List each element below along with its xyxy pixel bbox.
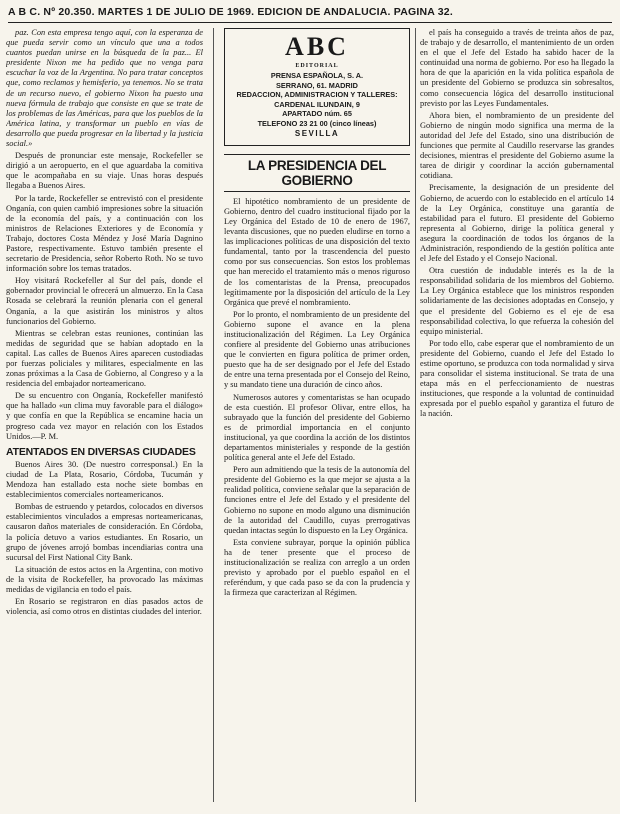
editorial-continuation: Precisamente, la designación de un presidente del Gobierno, de acuerdo con lo establecido en el artículo 14 de la Ley Orgánica, constituye una garantía de estabilidad para el futuro. El presidente del Gobierno representa al Gobierno, dirige la política general y asegura la coordinación de todos los órganos de la Administración, respondiendo de la gestión política ante el Jefe del Estado y el Consejo Nacional. <box>420 183 614 264</box>
editorial-continuation: Otra cuestión de indudable interés es la de la responsabilidad solidaria de los miembros del Gobierno. La Ley Orgánica establece que los ministros responden solidariamente de las decisiones adoptadas en Consejo, y que el presidente del Gobierno es el eje de esa responsabilidad colectiva, lo que refuerza la cohesión del equipo ministerial. <box>420 266 614 336</box>
right-column <box>420 28 614 802</box>
left-column <box>6 28 203 802</box>
article-paragraph: Después de pronunciar este mensaje, Rockefeller se dirigió a un aeropuerto, en el que aguardaba la comitiva que le acompañaba en su viaje. Unas horas después llegaba a Buenos Aires. <box>6 151 203 191</box>
masthead-line: PRENSA ESPAÑOLA, S. A. <box>270 71 364 81</box>
article-paragraph: Mientras se celebran estas reuniones, continúan las medidas de seguridad que se habían adoptado en la capital. Las calles de Buenos Aires aparecen custodiadas por fuerzas policiales y militares, especialmente en las zonas próximas a la Casa de Gobierno, al Congreso y a la residencia del embajador norteamericano. <box>6 328 203 389</box>
article-paragraph: Buenos Aires 30. (De nuestro corresponsal.) En la ciudad de La Plata, Rosario, Córdoba, Tucumán y Mendoza han estallado esta noche siete bombas en establecimientos comerciales norteamericanos. <box>6 459 203 500</box>
masthead-line: APARTADO núm. 65 <box>282 109 352 119</box>
article-paragraph: De su encuentro con Onganía, Rockefeller manifestó que ha hallado «un clima muy favorable para el diálogo» y que confía en que la República se encamine hacia un progreso cada vez mayor en relación con los Estados Unidos.—P. M. <box>6 391 203 441</box>
article-paragraph: paz. Con esta empresa tengo aquí, con la esperanza de que pueda servir como un vínculo que una a todos cuantos puedan unirse en la búsqueda de la paz... El presidente Nixon me ha pedido que no venga para escuchar la voz de la Argentina. No para tratar conceptos que, como reclamos y hemisferio, ya tenemos. No se trata de un recurso nuevo, el gobierno Nixon ha puesto una nueva fórmula de trabajo que consiste en que se trate de los problemas de las Américas, para que los pueblos de la América latina, y transformar un pueblo en vías de desarrollo que pueda progresar en la libertad y la justicia social.» <box>6 28 203 149</box>
article-paragraph: Por la tarde, Rockefeller se entrevistó con el presidente Onganía, con quien cambió impresiones sobre la situación de la economía del país, y a continuación con los ministros de Relaciones Exteriores y de Economía y Trabajo, doctores Costa Méndez y José María Dagnino Pastore, respectivamente. Estuvo también presente el secretario de Presidencia, señor Roberto Roth. No se tuvo información sobre los temas tratados. <box>6 193 203 274</box>
column-rule <box>213 28 214 802</box>
masthead-line: REDACCION, ADMINISTRACION Y TALLERES: CARDENAL ILUNDAIN, 9 <box>236 90 398 109</box>
column-rule <box>415 28 416 802</box>
editorial-paragraph: Esta conviene subrayar, porque la opinión pública ha de tener presente que el proceso de institucionalización se realiza con arreglo a un orden previsto y aprobado por el pueblo español en el referéndum, y que cada paso se da con la prudencia y la firmeza que caracterizan al Régimen. <box>224 537 410 598</box>
editorial-paragraph: Numerosos autores y comentaristas se han ocupado de esta cuestión. El profesor Olivar, entre ellos, ha subrayado que la función del presidente del Gobierno es de primordial importancia en el conjunto institucional, ya que coordina la acción de los distintos departamentos ministeriales y responde de la gestión política general ante el Jefe del Estado. <box>224 392 410 463</box>
masthead-city: SEVILLA <box>294 128 340 138</box>
editorial-continuation: el país ha conseguido a través de treinta años de paz, de trabajo y de desarrollo, el mantenimiento de un orden en el que el Jefe del Estado ha sabido hacer de la continuidad una norma de gobierno. Por eso ha llegado la hora de que la aparición en la vida política española de un presidente del Gobierno se produzca sin sobresaltos, como consecuencia lógica del desarrollo institucional previsto por las Leyes Fundamentales. <box>420 28 614 108</box>
page-header <box>8 6 612 23</box>
masthead-line: SERRANO, 61. MADRID <box>276 80 358 90</box>
article-paragraph: La situación de estos actos en la Argentina, con motivo de la visita de Rockefeller, ha provocado las máximas medidas de vigilancia en todo el país. <box>6 564 203 594</box>
editorial-continuation: Ahora bien, el nombramiento de un presidente del Gobierno de ningún modo significa una merma de la autoridad del Jefe del Estado, sino una distribución de funciones que permite al Caudillo reservarse las grandes decisiones, mientras el presidente del Gobierno asume la tarea de dirigir y coordinar la acción gubernamental cotidiana. <box>420 110 614 181</box>
editorial-paragraph: El hipotético nombramiento de un presidente de Gobierno, dentro del cuadro institucional fijado por la Ley Orgánica del Estado de 10 de enero de 1967, levanta discusiones, que no pueden eludirse en torno a las implicaciones políticas de una disposición del texto fundamental, tanto por la trascendencia del puesto como por sus consecuencias. Son estos los problemas que han merecido el tratamiento más o menos riguroso de los comentaristas de la Prensa, preocupados legítimamente por la disposición del artículo de la Ley Orgánica que prevé el nombramiento. <box>224 196 410 307</box>
editorial-paragraph: Por lo pronto, el nombramiento de un presidente del Gobierno supone el avance en la plena institucionalización del Régimen. La Ley Orgánica confiere al presidente del Gobierno unas atribuciones que le convierten en figura política de primer orden, puesto que ha de ser designado por el Jefe del Estado de entre una terna presentada por el Consejo del Reino, y su mandato tiene una duración de cinco años. <box>224 309 410 390</box>
editorial-paragraph: Pero aun admitiendo que la tesis de la autonomía del presidente del Gobierno es la que mejor se ajusta a la realidad política, conviene señalar que la separación de funciones entre el Jefe del Estado y el presidente del Gobierno no supone en modo alguno una disminución de la autoridad del Caudillo, cuyas prerrogativas quedan intactas según lo dispuesto en la Ley Orgánica. <box>224 465 410 535</box>
center-column <box>224 28 410 802</box>
editorial-title: LA PRESIDENCIA DEL GOBIERNO <box>224 154 410 192</box>
article-paragraph: Bombas de estruendo y petardos, colocados en diversos establecimientos vinculados a empresas norteamericanas, causaron daños materiales de consideración. En Córdoba, la policía detuvo a varios estudiantes. En Rosario, un grupo de jóvenes arrojó bombas incendiarias contra una sucursal del First National City Bank. <box>6 502 203 562</box>
masthead-box <box>224 28 410 146</box>
masthead-line: TELEFONO 23 21 00 (cinco líneas) <box>257 119 377 129</box>
section-subhead: ATENTADOS EN DIVERSAS CIUDADES <box>6 445 196 458</box>
header-text: A B C. Nº 20.350. MARTES 1 DE JULIO DE 1969. EDICION DE ANDALUCIA. PAGINA 32. <box>8 6 453 18</box>
article-paragraph: En Rosario se registraron en días pasados actos de violencia, así como otros en distintas ciudades del interior. <box>6 597 203 617</box>
masthead-title: ABC <box>285 32 349 61</box>
editorial-continuation: Por todo ello, cabe esperar que el nombramiento de un presidente del Gobierno, cuando el Jefe del Estado lo estime oportuno, se produzca con toda normalidad y sirva para consolidar el sistema institucional. Se trata de una etapa más en el perfeccionamiento de nuestras instituciones, que responde a la voluntad de continuidad expresada por el pueblo español y garantiza el futuro de la nación. <box>420 338 614 419</box>
masthead-line: EDITORIAL <box>295 63 339 69</box>
article-paragraph: Hoy visitará Rockefeller al Sur del país, donde el gobernador provincial le ofrecerá un almuerzo. En la Casa Rosada se celebrará la reunión plenaria con el general Onganía, a la que asistirán los ministros y altos funcionarios del Gobierno. <box>6 276 203 326</box>
